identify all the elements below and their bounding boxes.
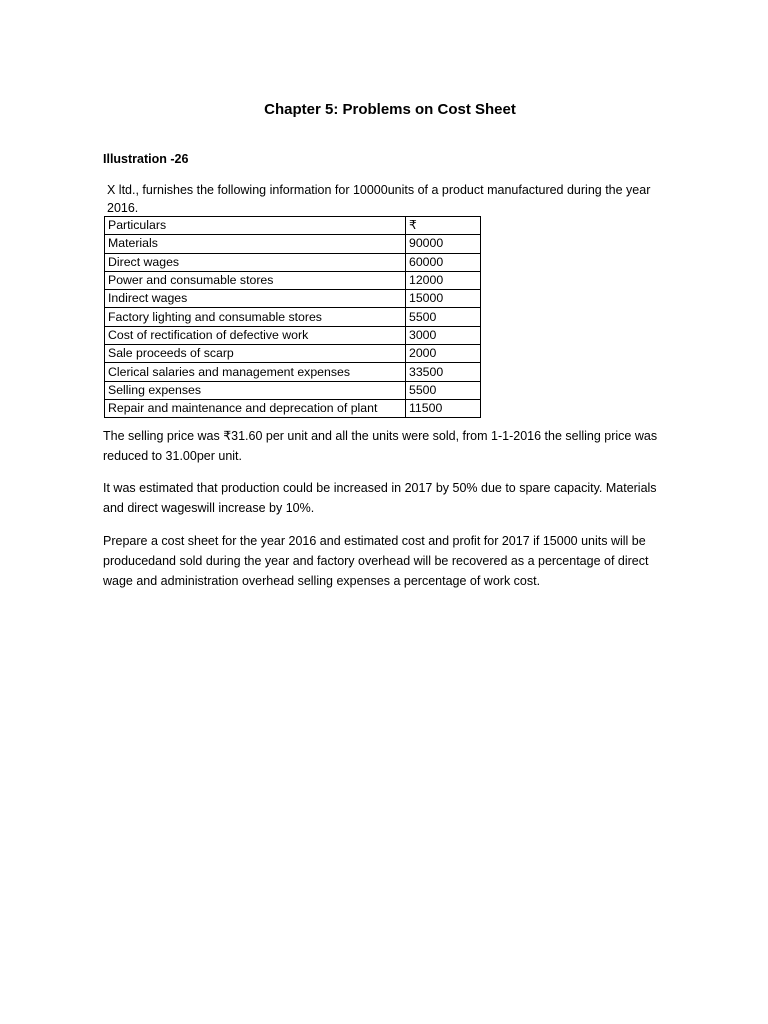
table-row bbox=[105, 363, 481, 381]
table-row bbox=[105, 326, 481, 344]
header-particulars: Particulars bbox=[105, 217, 406, 235]
row-label: Sale proceeds of scarp bbox=[105, 345, 406, 363]
paragraph-production-estimate: It was estimated that production could be increased in 2017 by 50% due to spare capacity. Materials and direct wageswill increase by 10%. bbox=[103, 481, 657, 515]
table-row bbox=[105, 399, 481, 417]
row-value: 5500 bbox=[406, 381, 481, 399]
row-value: 15000 bbox=[406, 290, 481, 308]
table-row bbox=[105, 381, 481, 399]
row-label: Direct wages bbox=[105, 253, 406, 271]
paragraph-selling-price: The selling price was ₹31.60 per unit and all the units were sold, from 1-1-2016 the selling price was reduced to 31.00per unit. bbox=[103, 429, 658, 463]
row-label: Factory lighting and consumable stores bbox=[105, 308, 406, 326]
paragraph-instructions: Prepare a cost sheet for the year 2016 and estimated cost and profit for 2017 if 15000 units will be producedand sold during the year and factory overhead will be recovered as a percentage of direct wage and administration overhead selling expenses a percentage of work cost. bbox=[103, 534, 649, 588]
row-label: Cost of rectification of defective work bbox=[105, 326, 406, 344]
row-label: Selling expenses bbox=[105, 381, 406, 399]
row-value: 5500 bbox=[406, 308, 481, 326]
row-value: 11500 bbox=[406, 399, 481, 417]
row-label: Materials bbox=[105, 235, 406, 253]
table-row bbox=[105, 308, 481, 326]
illustration-label: Illustration -26 bbox=[103, 152, 189, 166]
row-value: 3000 bbox=[406, 326, 481, 344]
table-row bbox=[105, 290, 481, 308]
row-label: Indirect wages bbox=[105, 290, 406, 308]
table-row bbox=[105, 253, 481, 271]
table-row bbox=[105, 235, 481, 253]
row-value: 12000 bbox=[406, 271, 481, 289]
table-header-row bbox=[105, 217, 481, 235]
cost-table bbox=[104, 216, 481, 418]
row-label: Repair and maintenance and deprecation of plant bbox=[105, 399, 406, 417]
table-row bbox=[105, 345, 481, 363]
row-value: 90000 bbox=[406, 235, 481, 253]
row-label: Power and consumable stores bbox=[105, 271, 406, 289]
row-value: 60000 bbox=[406, 253, 481, 271]
chapter-title: Chapter 5: Problems on Cost Sheet bbox=[264, 101, 516, 118]
row-value: 2000 bbox=[406, 345, 481, 363]
row-label: Clerical salaries and management expenses bbox=[105, 363, 406, 381]
table-row bbox=[105, 271, 481, 289]
header-rupee: ₹ bbox=[406, 217, 481, 235]
intro-text: X ltd., furnishes the following information for 10000units of a product manufactured during the year 2016. bbox=[107, 183, 651, 215]
row-value: 33500 bbox=[406, 363, 481, 381]
